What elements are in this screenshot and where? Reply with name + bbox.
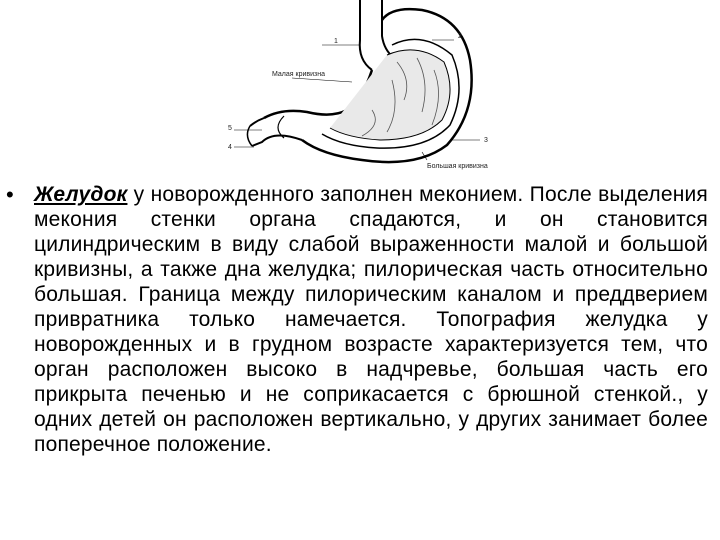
body-text: у новорожденного заполнен меконием. После выделения мекония стенки органа спадаются, и он становится цилиндрическим в виду слабой выраженности малой и большой кривизны, а также дна желудка; пилорическая часть относительно большая. Граница между пилорическим каналом и преддверием привратника только намечается. Топография желудка у новорожденных и в грудном возрасте характеризуется тем, что орган расположен высоко в надчревье, большая часть его прикрыта печенью и не соприкасается с брюшной стенкой., у одних детей он расположен вертикально, у других занимает более поперечное положение. (34, 183, 708, 456)
label-1: 1 (334, 38, 338, 45)
label-4: 4 (228, 144, 232, 151)
label-lesser-curvature: Малая кривизна (272, 71, 325, 78)
bullet-icon: • (6, 182, 14, 207)
label-5: 5 (228, 125, 232, 132)
term-stomach: Желудок (34, 183, 128, 206)
stomach-illustration (222, 0, 502, 178)
label-3: 3 (484, 137, 488, 144)
label-greater-curvature: Большая кривизна (427, 163, 488, 170)
body-paragraph (34, 182, 708, 457)
stomach-drawing (222, 0, 502, 178)
label-2: 2 (458, 33, 462, 40)
